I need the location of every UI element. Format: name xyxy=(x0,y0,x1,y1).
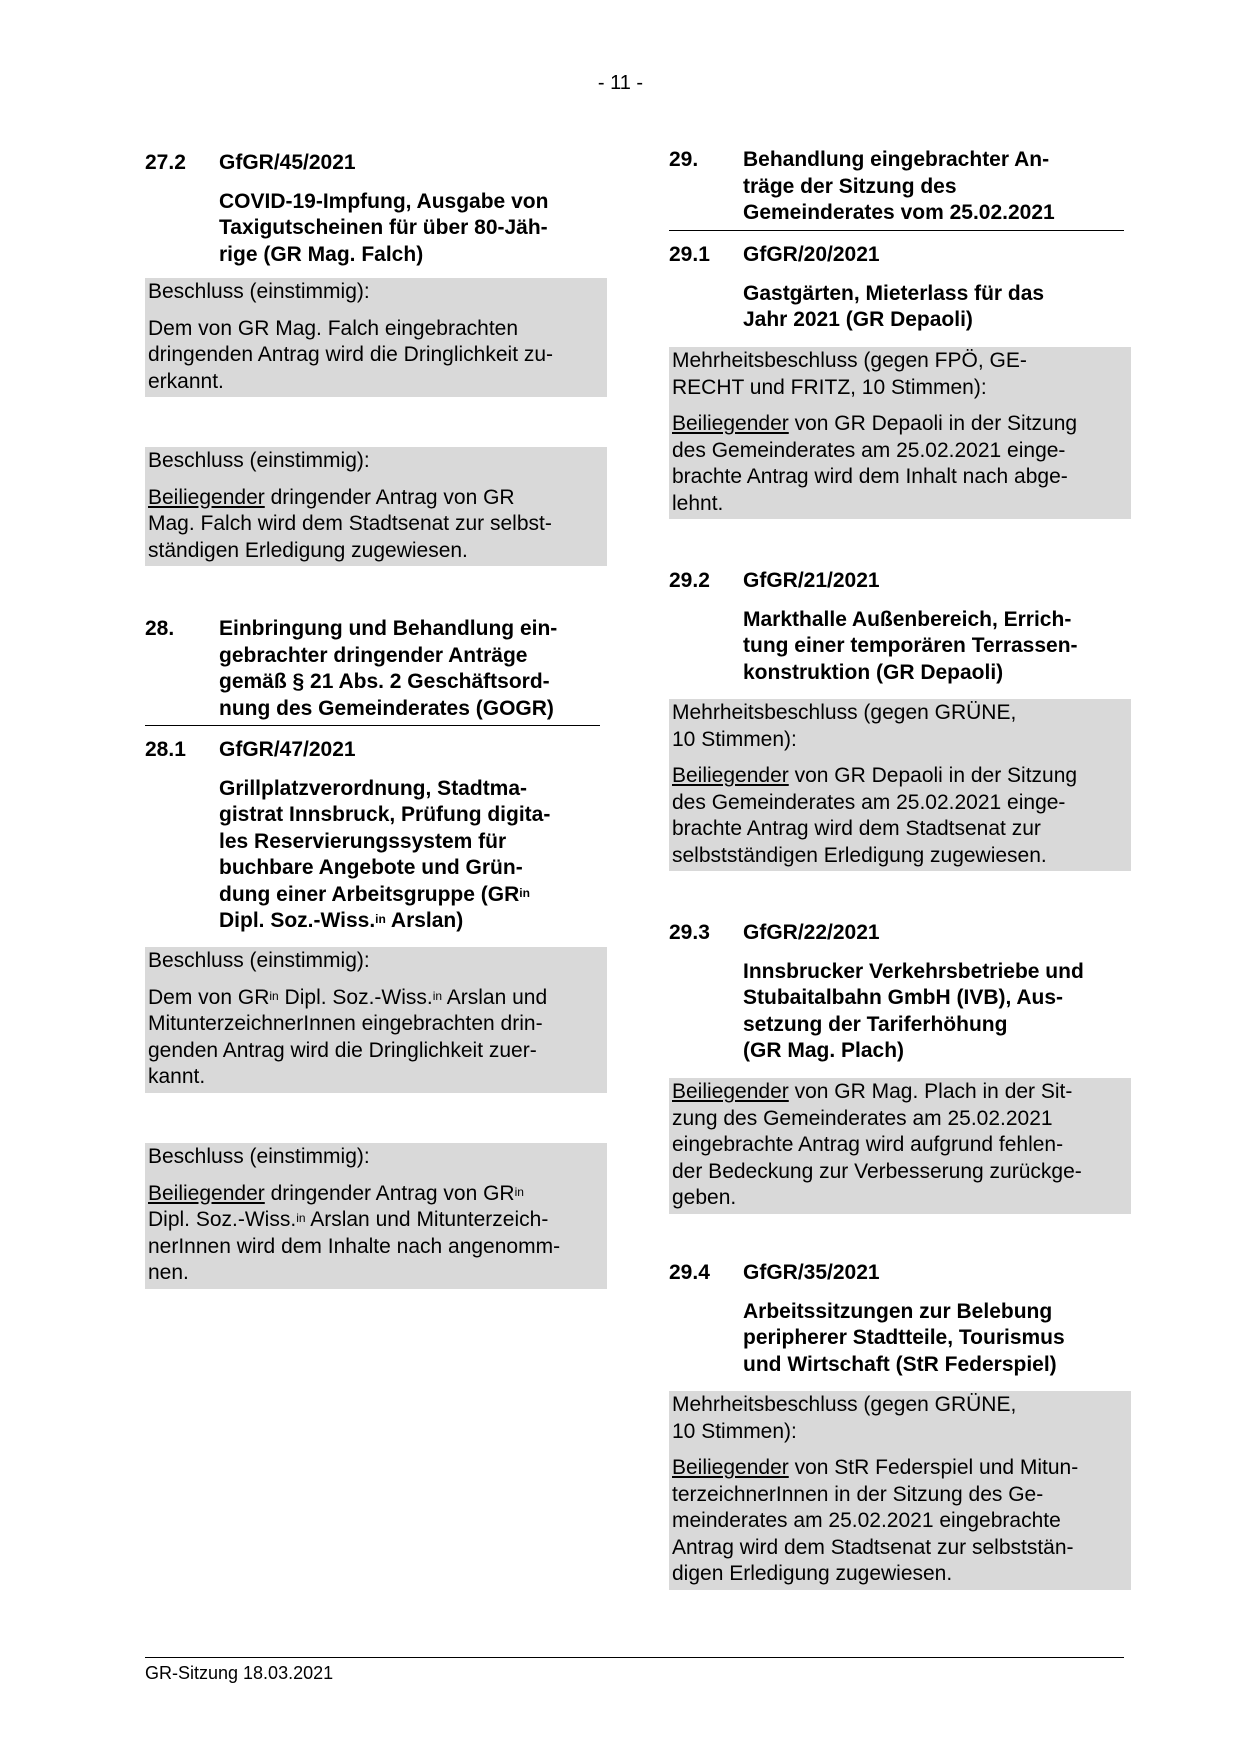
text-line: Mehrheitsbeschluss (gegen FPÖ, GE- xyxy=(672,349,1027,372)
resolution-text xyxy=(148,1181,603,1287)
text-line: RECHT und FRITZ, 10 Stimmen): xyxy=(672,375,987,399)
text-line: Stubaitalbahn GmbH (IVB), Aus- xyxy=(743,986,1064,1009)
text-line: COVID-19-Impfung, Ausgabe von xyxy=(219,189,549,213)
text-line: Mag. Falch wird dem Stadtsenat zur selbst- xyxy=(148,512,552,535)
section-number: 29.4 xyxy=(669,1261,710,1284)
text-line: Beiliegender von GR Mag. Plach in der Sit- xyxy=(672,1080,1073,1103)
underlined-text: Beiliegender xyxy=(672,412,789,435)
resolution-text xyxy=(148,485,603,565)
section-title xyxy=(669,959,1124,1065)
resolution-label: Beschluss (einstimmig): xyxy=(148,1145,370,1168)
text-line: zung des Gemeinderates am 25.02.2021 xyxy=(672,1106,1053,1130)
text-line: erkannt. xyxy=(148,369,224,393)
underlined-text: Beiliegender xyxy=(672,764,789,787)
section-code: GfGR/20/2021 xyxy=(743,243,880,266)
text-line: buchbare Angebote und Grün- xyxy=(219,856,523,879)
text-line: setzung der Tariferhöhung xyxy=(743,1012,1008,1036)
section-number: 27.2 xyxy=(145,151,186,174)
resolution-text xyxy=(672,1079,1127,1212)
resolution-text xyxy=(672,411,1127,517)
resolution-label: Beschluss (einstimmig): xyxy=(148,949,370,972)
text-line: dringenden Antrag wird die Dringlichkeit zu- xyxy=(148,343,554,366)
text-line: gistrat Innsbruck, Prüfung digita- xyxy=(219,803,551,826)
footer: GR-Sitzung 18.03.2021 xyxy=(145,1657,1124,1684)
text-line: nung des Gemeinderates (GOGR) xyxy=(219,696,554,720)
text-line: lehnt. xyxy=(672,491,724,515)
text-line: Markthalle Außenbereich, Errich- xyxy=(743,607,1072,631)
resolution-label xyxy=(672,700,1127,753)
section-29-2 xyxy=(669,568,1124,686)
section-title xyxy=(219,616,557,722)
resolution-box xyxy=(145,947,607,1093)
text-line: Innsbrucker Verkehrsbetriebe und xyxy=(743,959,1084,983)
text-line: Taxigutscheinen für über 80-Jäh- xyxy=(219,216,548,239)
resolution-box xyxy=(145,447,607,566)
resolution-text xyxy=(672,1455,1127,1588)
text-line: nen. xyxy=(148,1261,189,1284)
text-line: MitunterzeichnerInnen eingebrachten drin- xyxy=(148,1012,543,1035)
resolution-box xyxy=(145,1143,607,1289)
text-line: peripherer Stadtteile, Tourismus xyxy=(743,1326,1065,1349)
text-line: Dem von GR Mag. Falch eingebrachten xyxy=(148,316,519,340)
section-29-3 xyxy=(669,920,1124,1065)
text-line: Dipl. Soz.-Wiss.$^{in}$ Arslan) xyxy=(219,909,464,932)
section-number: 29. xyxy=(669,148,699,171)
text-line: gemäß § 21 Abs. 2 Geschäftsord- xyxy=(219,670,550,693)
resolution-box xyxy=(145,278,607,397)
section-number: 28.1 xyxy=(145,738,186,761)
text-line: brachte Antrag wird dem Inhalt nach abge- xyxy=(672,465,1068,488)
text-line: brachte Antrag wird dem Stadtsenat zur xyxy=(672,817,1041,840)
resolution-box xyxy=(669,1391,1131,1590)
section-28-1 xyxy=(145,737,600,935)
text-line: 10 Stimmen): xyxy=(672,1419,797,1443)
section-title xyxy=(669,1299,1124,1379)
section-27-2 xyxy=(145,150,600,268)
section-number: 28. xyxy=(145,617,175,640)
text-line: und Wirtschaft (StR Federspiel) xyxy=(743,1352,1057,1376)
resolution-label: Beschluss (einstimmig): xyxy=(148,449,370,472)
resolution-label: Beschluss (einstimmig): xyxy=(148,280,370,303)
section-title xyxy=(669,281,1124,334)
section-29-1 xyxy=(669,242,1124,334)
underlined-text: Beiliegender xyxy=(672,1456,789,1479)
text-line: Behandlung eingebrachter An- xyxy=(743,148,1050,171)
text-line: Dem von $GR^{in}$ Dipl. Soz.-Wiss.$^{in}$ Arslan und xyxy=(148,985,548,1009)
resolution-box xyxy=(669,347,1131,519)
text-line: gebrachter dringender Anträge xyxy=(219,643,528,667)
text-line: rige (GR Mag. Falch) xyxy=(219,242,424,266)
text-line: tung einer temporären Terrassen- xyxy=(743,634,1078,657)
text-line: Einbringung und Behandlung ein- xyxy=(219,617,558,640)
text-line: Grillplatzverordnung, Stadtma- xyxy=(219,776,528,800)
text-line: genden Antrag wird die Dringlichkeit zuer- xyxy=(148,1038,537,1062)
superscript: in xyxy=(432,988,443,1003)
section-code: GfGR/47/2021 xyxy=(219,738,356,761)
text-line: des Gemeinderates am 25.02.2021 einge- xyxy=(672,790,1066,814)
section-code: GfGR/21/2021 xyxy=(743,569,880,592)
text-line: ständigen Erledigung zugewiesen. xyxy=(148,538,468,562)
text-line: Dipl. Soz.-Wiss.$^{in}$ Arslan und Mitunterzeich- xyxy=(148,1208,549,1231)
section-title xyxy=(145,189,600,269)
section-title xyxy=(743,147,1055,227)
text-line: terzeichnerInnen in der Sitzung des Ge- xyxy=(672,1482,1044,1506)
superscript: in xyxy=(514,1184,524,1199)
resolution-label xyxy=(672,1392,1127,1445)
superscript: in xyxy=(269,988,279,1003)
section-title xyxy=(669,607,1124,687)
text-line: Beiliegender von GR Depaoli in der Sitzung xyxy=(672,764,1078,787)
section-code: GfGR/22/2021 xyxy=(743,921,880,944)
section-number: 29.1 xyxy=(669,243,710,266)
text-line: eingebrachte Antrag wird aufgrund fehlen- xyxy=(672,1133,1064,1156)
text-line: digen Erledigung zugewiesen. xyxy=(672,1562,953,1585)
underlined-text: Beiliegender xyxy=(148,485,265,509)
text-line: Beiliegender dringender Antrag von GR xyxy=(148,485,515,509)
section-29-4 xyxy=(669,1260,1124,1378)
text-line: Beiliegender von GR Depaoli in der Sitzung xyxy=(672,412,1078,435)
text-line: Arbeitssitzungen zur Belebung xyxy=(743,1299,1053,1323)
text-line: konstruktion (GR Depaoli) xyxy=(743,660,1004,684)
text-line: Beiliegender dringender Antrag von $GR^{in}$ xyxy=(148,1181,524,1205)
text-line: träge der Sitzung des xyxy=(743,174,957,198)
text-line: kannt. xyxy=(148,1065,206,1088)
section-title xyxy=(145,776,600,935)
text-line: Mehrheitsbeschluss (gegen GRÜNE, xyxy=(672,1393,1017,1416)
text-line: des Gemeinderates am 25.02.2021 einge- xyxy=(672,438,1066,462)
section-code: GfGR/45/2021 xyxy=(219,151,356,174)
text-line: 10 Stimmen): xyxy=(672,727,797,751)
resolution-text xyxy=(148,985,603,1091)
text-line: Gemeinderates vom 25.02.2021 xyxy=(743,201,1055,224)
resolution-label xyxy=(672,348,1127,401)
text-line: selbstständigen Erledigung zugewiesen. xyxy=(672,843,1047,867)
section-29 xyxy=(669,147,1124,231)
text-line: geben. xyxy=(672,1186,737,1209)
text-line: dung einer Arbeitsgruppe ($GR^{in}$ xyxy=(219,882,530,906)
text-line: Antrag wird dem Stadtsenat zur selbststän- xyxy=(672,1535,1074,1559)
text-line: Beiliegender von StR Federspiel und Mitun- xyxy=(672,1456,1079,1479)
superscript: in xyxy=(296,1211,306,1225)
resolution-box xyxy=(669,1078,1131,1214)
section-code: GfGR/35/2021 xyxy=(743,1261,880,1284)
text-line: Jahr 2021 (GR Depaoli) xyxy=(743,308,973,331)
resolution-text xyxy=(672,763,1127,869)
text-line: Gastgärten, Mieterlass für das xyxy=(743,281,1045,305)
text-line: nerInnen wird dem Inhalte nach angenomm- xyxy=(148,1234,561,1258)
resolution-box xyxy=(669,699,1131,871)
section-28 xyxy=(145,616,600,726)
text-line: meinderates am 25.02.2021 eingebrachte xyxy=(672,1509,1061,1532)
page-number: - 11 - xyxy=(597,72,644,94)
superscript: in xyxy=(519,885,530,900)
text-line: (GR Mag. Plach) xyxy=(743,1039,905,1062)
underlined-text: Beiliegender xyxy=(672,1080,789,1103)
resolution-text xyxy=(148,316,603,396)
text-line: les Reservierungssystem für xyxy=(219,829,507,853)
underlined-text: Beiliegender xyxy=(148,1181,265,1205)
section-number: 29.2 xyxy=(669,569,710,592)
superscript: in xyxy=(375,912,386,926)
text-line: Mehrheitsbeschluss (gegen GRÜNE, xyxy=(672,701,1017,724)
section-number: 29.3 xyxy=(669,921,710,944)
text-line: der Bedeckung zur Verbesserung zurückge- xyxy=(672,1159,1082,1183)
